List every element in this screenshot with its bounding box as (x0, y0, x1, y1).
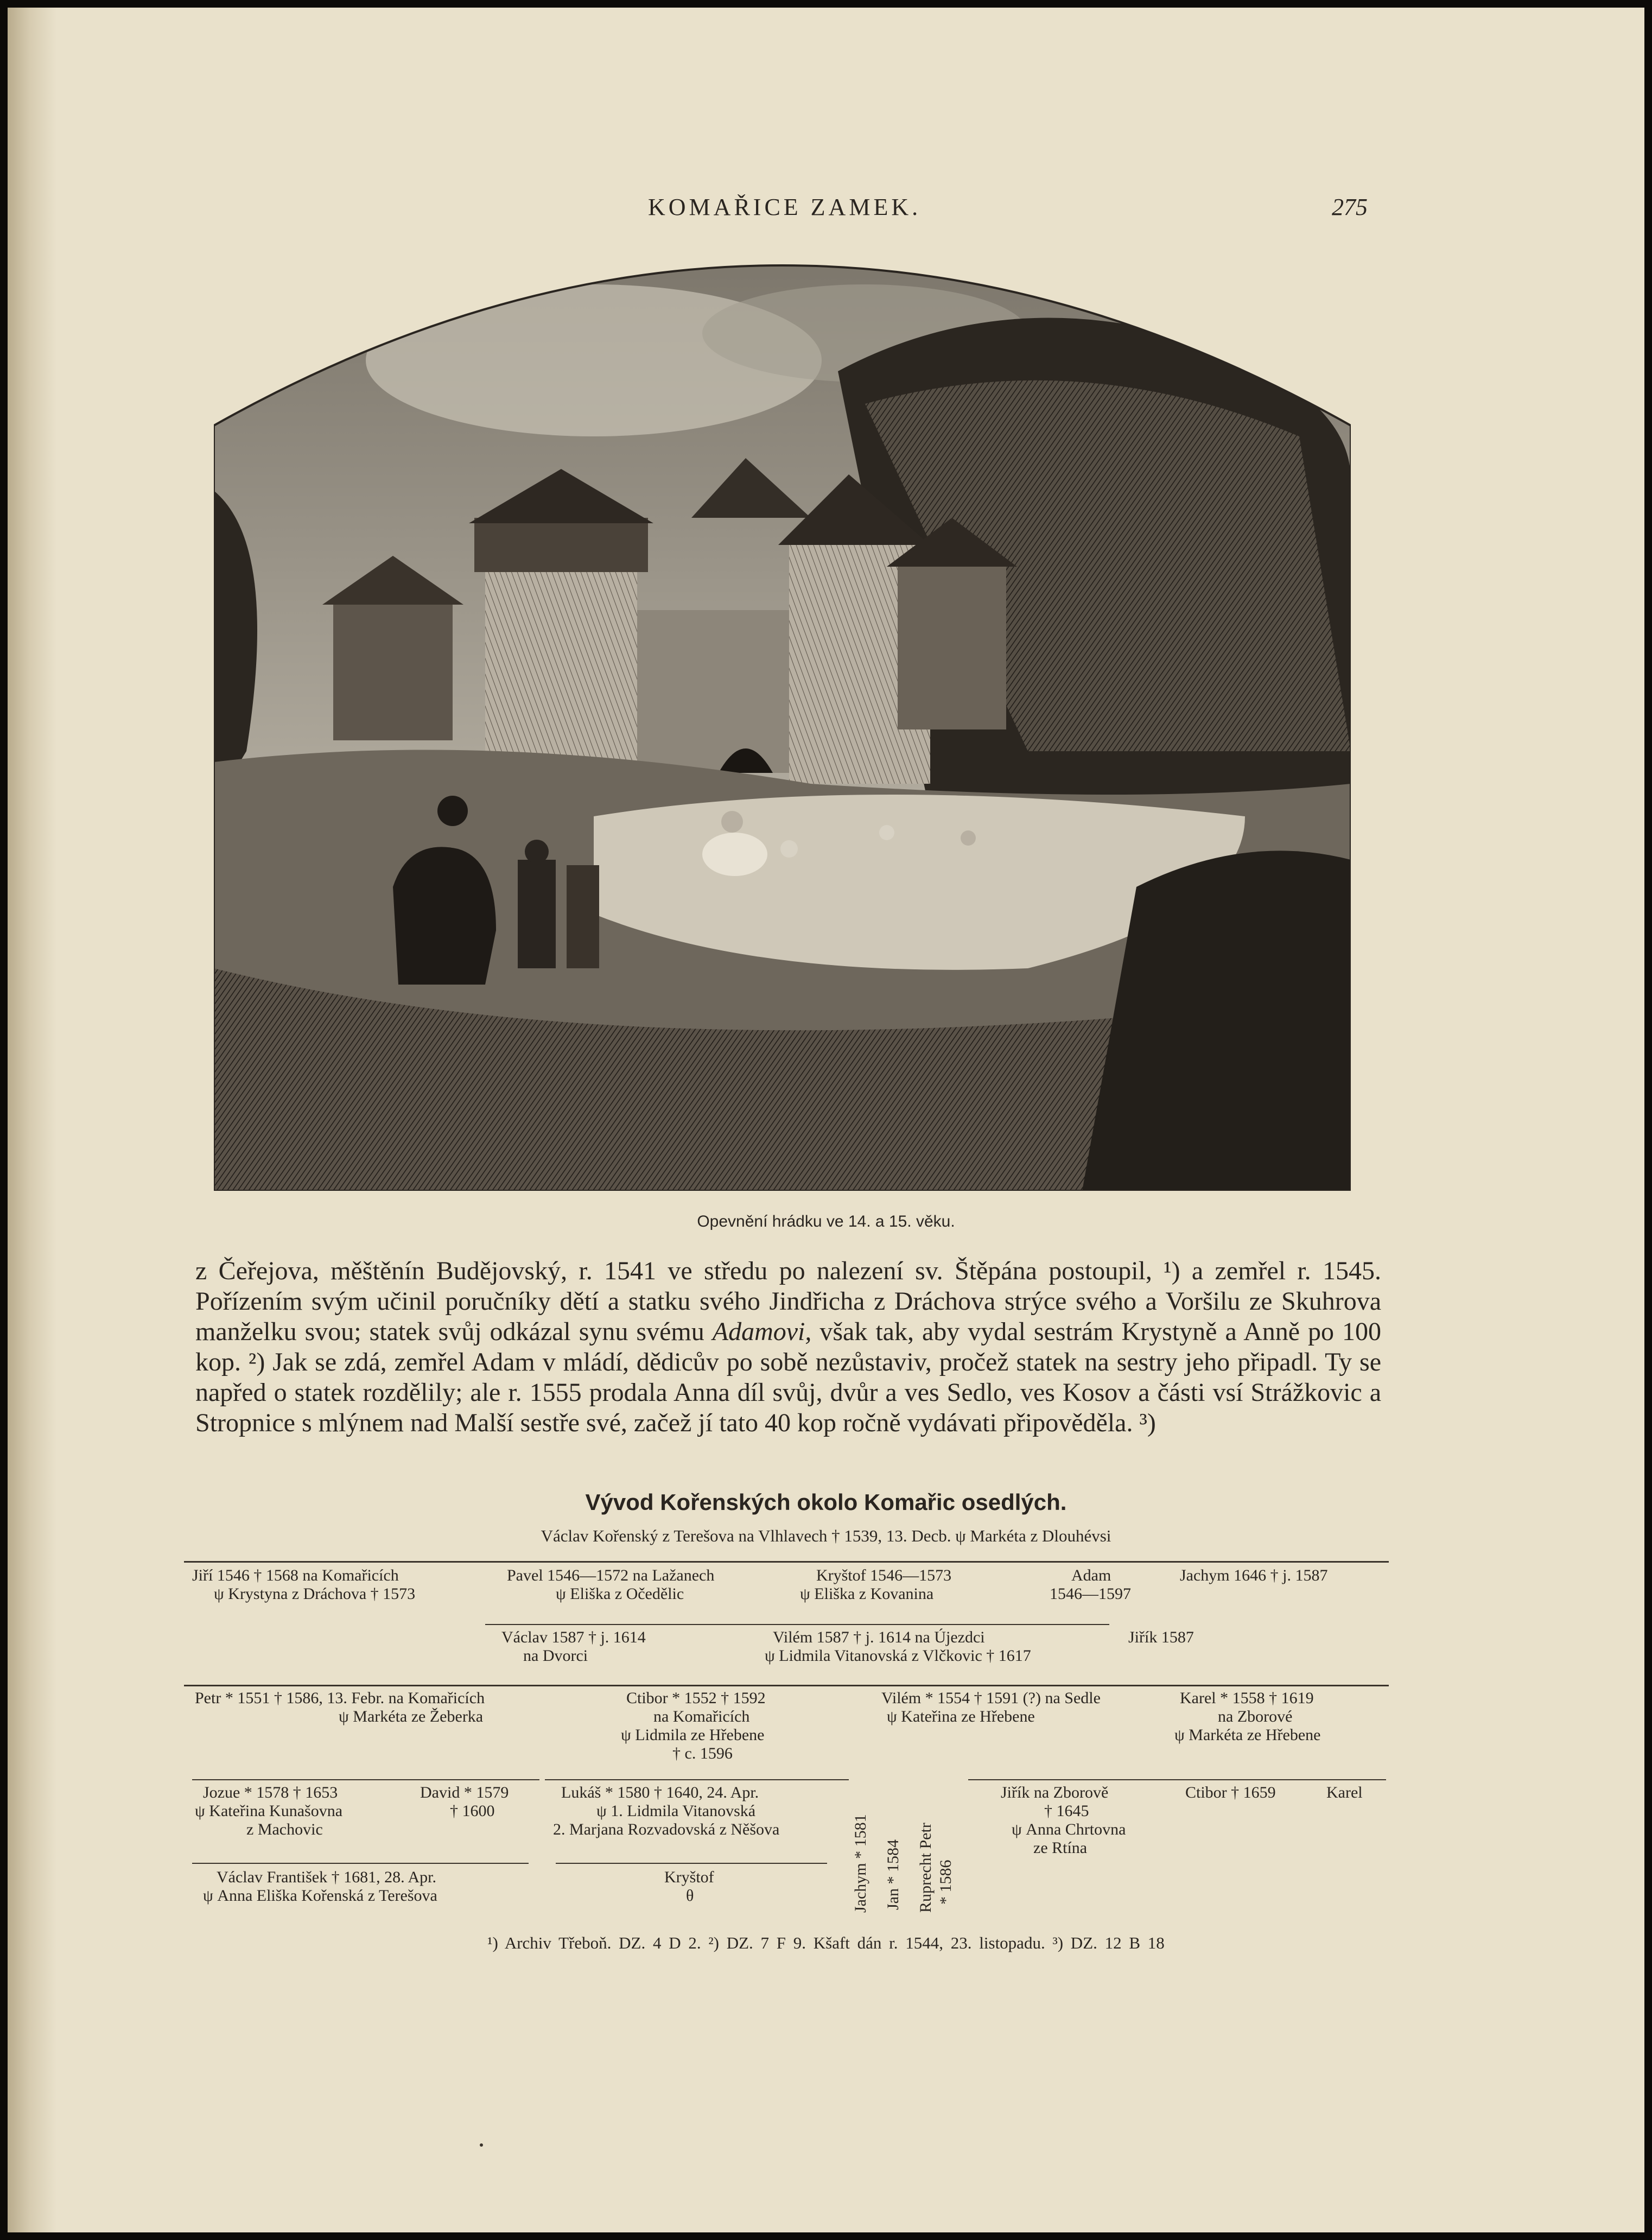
gen2-vaclav: Václav 1587 † j. 1614 (501, 1628, 646, 1646)
gen4-lukas-spouse-2: 2. Marjana Rozvadovská z Něšova (553, 1820, 780, 1838)
gen4-ruprecht: Ruprecht Petr (917, 1823, 935, 1913)
gen3-karel-spouse: ψ Markéta ze Hřebene (1174, 1726, 1321, 1744)
gen5-krystof: Kryštof (664, 1868, 714, 1886)
illustration-caption: Opevnění hrádku ve 14. a 15. věku. (697, 1213, 955, 1230)
genealogy-line-gen5-b (556, 1863, 827, 1864)
gen3-vilem: Vilém * 1554 † 1591 (?) na Sedle (881, 1689, 1101, 1707)
gen4-karel: Karel (1326, 1784, 1363, 1801)
gen4-jozue: Jozue * 1578 † 1653 (203, 1784, 338, 1801)
gen4-jozue-spouse: ψ Kateřina Kunašovna (195, 1802, 343, 1820)
gen4-lukas-spouse-1: ψ 1. Lidmila Vitanovská (596, 1802, 756, 1820)
gen4-jan: Jan * 1584 (884, 1839, 902, 1910)
gen5-vaclav-frantisek-spouse: ψ Anna Eliška Kořenská z Terešova (203, 1887, 437, 1905)
castle-engraving (214, 263, 1351, 1191)
gen4-jirik-spouse: ψ Anna Chrtovna (1012, 1820, 1126, 1838)
gen4-ruprecht-birth: * 1586 (937, 1860, 955, 1905)
genealogy-root: Václav Kořenský z Terešova na Vlhlavech † 1539, 13. Decb. ψ Markéta z Dlouhévsi (541, 1526, 1111, 1545)
gen5-vaclav-frantisek: Václav František † 1681, 28. Apr. (217, 1868, 436, 1886)
genealogy-line-gen4-a (192, 1779, 539, 1780)
genealogy-line-gen3 (184, 1685, 1389, 1686)
gen3-ctibor-seat: na Komařicích (653, 1708, 750, 1725)
body-text-part-2: však tak, aby vydal sestrám Krystyně a Anně po 100 kop. ²) Jak se zdá, zemřel Adam v mládí, dědicův po sobě nezůstaviv, pročež statek na sestry jeho připadl. Ty se napřed o statek rozdělily; ale r. 1555 prodala Anna díl svůj, dvůr a ves Sedlo, ves Kosov a části vsí Strážkovic a Stropnice s mlýnem nad Malší sestře své, začež jí tato 40 kop ročně vydávati připověděla. ³) (195, 1317, 1382, 1437)
gen3-vilem-spouse: ψ Kateřina ze Hřebene (887, 1708, 1035, 1725)
running-header: KOMAŘICE ZAMEK. (648, 194, 922, 220)
gen2-vilem: Vilém 1587 † j. 1614 na Újezdci (773, 1628, 985, 1646)
page-number: 275 (1332, 194, 1368, 220)
genealogy-line-gen1 (184, 1561, 1389, 1563)
book-page (8, 8, 1644, 2232)
gen3-ctibor: Ctibor * 1552 † 1592 (626, 1689, 766, 1707)
gen1-krystof: Kryštof 1546—1573 (816, 1566, 952, 1584)
gen1-pavel: Pavel 1546—1572 na Lažanech (507, 1566, 715, 1584)
gen3-karel: Karel * 1558 † 1619 (1180, 1689, 1314, 1707)
gen5-krystof-mark: θ (686, 1887, 694, 1905)
gen3-ctibor-spouse-death: † c. 1596 (672, 1744, 733, 1762)
gen4-david: David * 1579 (420, 1784, 509, 1801)
gen2-jirik: Jiřík 1587 (1128, 1628, 1194, 1646)
genealogy-line-gen4-b (545, 1779, 849, 1780)
gen2-vilem-spouse: ψ Lidmila Vitanovská z Vlčkovic † 1617 (765, 1647, 1031, 1665)
genealogy-line-gen2 (485, 1624, 1109, 1625)
ink-speck (480, 2143, 483, 2147)
gen4-ctibor: Ctibor † 1659 (1185, 1784, 1276, 1801)
genealogy-line-gen5-a (192, 1863, 529, 1864)
gen1-adam-dates: 1546—1597 (1050, 1585, 1131, 1603)
gen1-jachym: Jachym 1646 † j. 1587 (1180, 1566, 1328, 1584)
gen1-jiri-spouse: ψ Krystyna z Dráchova † 1573 (214, 1585, 416, 1603)
genealogy-line-gen4-c (968, 1779, 1386, 1780)
body-text-name-adam: Adamovi, (712, 1317, 812, 1346)
page-gutter-shadow (8, 8, 56, 2232)
gen3-ctibor-spouse: ψ Lidmila ze Hřebene (621, 1726, 765, 1744)
gen4-lukas: Lukáš * 1580 † 1640, 24. Apr. (561, 1784, 759, 1801)
gen1-adam: Adam (1071, 1566, 1111, 1584)
gen4-jirik-spouse-origin: ze Rtína (1033, 1839, 1088, 1857)
gen4-jachym: Jachym * 1581 (852, 1814, 869, 1913)
gen4-jirik: Jiřík na Zborově (1001, 1784, 1109, 1801)
body-text-part-1: z Čeřejova, měštěnín Budějovský, r. 1541 ve středu po nalezení sv. Štěpána postoupil, ¹) a zemřel r. 1545. Pořízením svým učinil poručníky dětí a statku svého Jindřicha z Dráchova strýce svého a Voršilu ze Skuhrova manželku svou; statek svůj odkázal synu svému (195, 1257, 1381, 1346)
footnotes: ¹) Archiv Třeboň. DZ. 4 D 2. ²) DZ. 7 F 9. Kšaft dán r. 1544, 23. listopadu. ³) DZ. 12 B 18 (487, 1933, 1165, 1952)
gen1-pavel-spouse: ψ Eliška z Očedělic (556, 1585, 684, 1603)
gen4-david-death: † 1600 (450, 1802, 495, 1820)
gen1-krystof-spouse: ψ Eliška z Kovanina (800, 1585, 934, 1603)
gen4-jozue-spouse-origin: z Machovic (246, 1820, 323, 1838)
gen4-jirik-death: † 1645 (1044, 1802, 1089, 1820)
gen2-vaclav-seat: na Dvorci (523, 1647, 588, 1665)
gen3-petr-spouse: ψ Markéta ze Žeberka (339, 1708, 484, 1725)
gen1-jiri: Jiří 1546 † 1568 na Komařicích (192, 1566, 399, 1584)
gen3-karel-seat: na Zborové (1218, 1708, 1293, 1725)
body-paragraph (195, 1256, 1381, 1438)
genealogy-title: Vývod Kořenských okolo Komařic osedlých. (585, 1489, 1067, 1515)
gen3-petr: Petr * 1551 † 1586, 13. Febr. na Komařicích (195, 1689, 485, 1707)
